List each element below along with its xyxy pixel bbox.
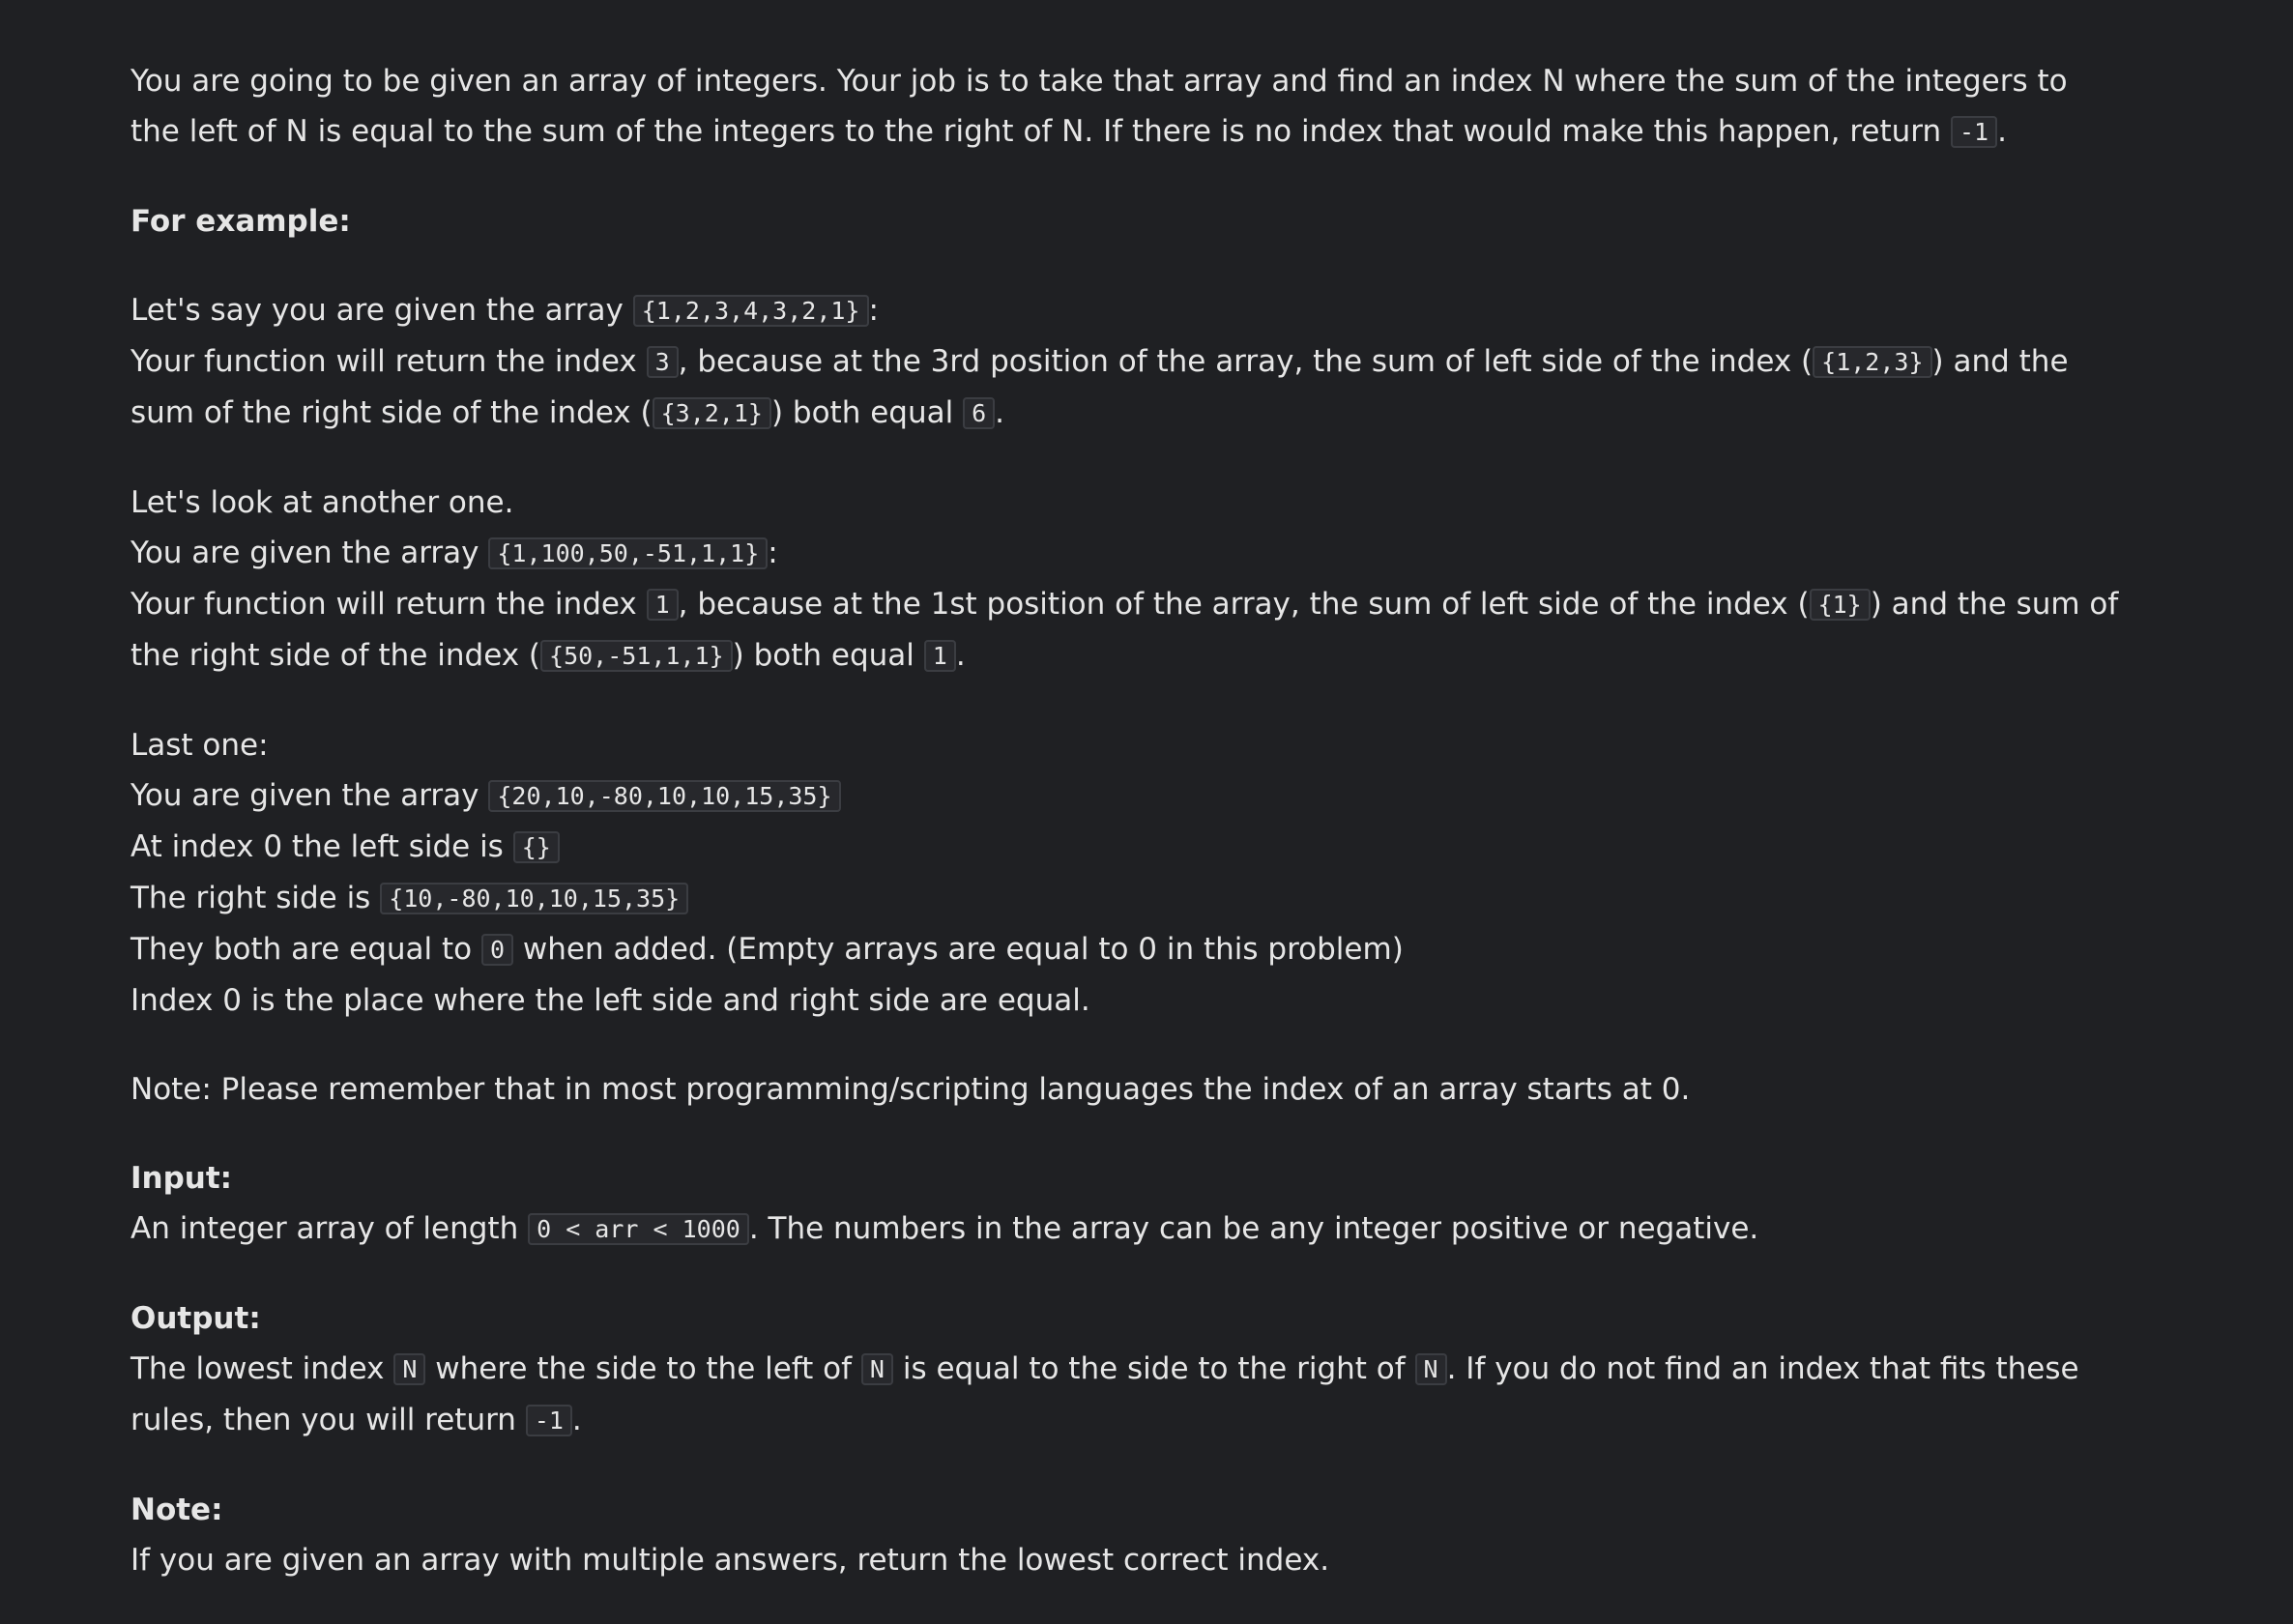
inline-code: {50,-51,1,1} (540, 640, 733, 672)
text: , because at the 1st position of the array, the sum of left side of the index ( (678, 587, 1810, 622)
note-text: Note: Please remember that in most programming/scripting languages the index of an array starts at 0. (131, 1072, 1691, 1107)
inline-code: 3 (647, 346, 679, 378)
text: At index 0 the left side is (131, 829, 513, 864)
example-3-conclusion: Index 0 is the place where the left side and right side are equal. (131, 983, 1090, 1018)
inline-code: 1 (647, 589, 679, 621)
example-2-intro: Let's look at another one. (131, 485, 514, 520)
text: They both are equal to (131, 932, 481, 967)
kata-description (131, 56, 2122, 1624)
example-3-left-line (131, 822, 2122, 873)
inline-code: N (393, 1353, 425, 1385)
text: . (955, 638, 966, 673)
text: You are given the array (131, 536, 489, 570)
text: , because at the 3rd position of the array, the sum of left side of the index ( (678, 344, 1814, 379)
inline-code: {10,-80,10,10,15,35} (380, 883, 688, 914)
input-description (131, 1204, 2122, 1255)
note-paragraph (131, 1064, 2122, 1115)
example-3-array-line (131, 770, 2122, 822)
note-description: If you are given an array with multiple answers, return the lowest correct index. (131, 1543, 1330, 1578)
text: when added. (Empty arrays are equal to 0 in this problem) (513, 932, 1404, 967)
inline-code: N (1415, 1353, 1447, 1385)
text: . If you do not find an index that fits these rules, then you will return (131, 1351, 2079, 1437)
text: : (868, 293, 879, 328)
inline-code: -1 (1951, 116, 1997, 148)
text: Let's say you are given the array (131, 293, 633, 328)
text: The right side is (131, 881, 381, 915)
example-2 (131, 478, 2122, 682)
inline-code: {3,2,1} (653, 397, 771, 429)
example-2-array-line (131, 528, 2122, 579)
inline-code: 0 (481, 934, 513, 966)
text: You are given the array (131, 778, 489, 813)
inline-code: {} (513, 831, 560, 863)
text: ) and the sum of the right side of the index ( (131, 344, 2069, 430)
text: Your function will return the index (131, 587, 647, 622)
inline-code: {20,10,-80,10,10,15,35} (488, 780, 840, 812)
inline-code: {1} (1810, 589, 1871, 621)
intro-paragraph (131, 56, 2122, 158)
example-1-explanation (131, 344, 2069, 430)
inline-code: N (861, 1353, 893, 1385)
example-3 (131, 720, 2122, 1026)
example-heading-paragraph (131, 196, 2122, 246)
text: where the side to the left of (425, 1351, 861, 1386)
text: : (768, 536, 778, 570)
example-3-right-line (131, 873, 2122, 924)
note-heading: Note: (131, 1493, 223, 1527)
inline-code: {1,2,3} (1813, 346, 1931, 378)
example-1 (131, 285, 2122, 439)
punctuation: . (1997, 114, 2007, 149)
intro-text: You are going to be given an array of integers. Your job is to take that array and find an index N where the sum of the integers to the left of N is equal to the sum of the integers to the right of N. If there is no index that would make this happen, return (131, 64, 2068, 149)
inline-code: {1,2,3,4,3,2,1} (633, 295, 869, 327)
example-3-equal-line (131, 924, 2122, 975)
inline-code: 0 < arr < 1000 (528, 1213, 749, 1245)
text: is equal to the side to the right of (892, 1351, 1415, 1386)
text: . (995, 395, 1004, 430)
text: . (571, 1403, 582, 1437)
inline-code: 1 (924, 640, 956, 672)
text: . The numbers in the array can be any integer positive or negative. (748, 1211, 1759, 1246)
inline-code: 6 (963, 397, 995, 429)
example-3-intro: Last one: (131, 728, 269, 763)
text: Your function will return the index (131, 344, 647, 379)
text: The lowest index (131, 1351, 394, 1386)
input-section (131, 1153, 2122, 1255)
example-2-explanation (131, 587, 2118, 673)
inline-code: {1,100,50,-51,1,1} (488, 537, 768, 569)
note-section (131, 1485, 2122, 1585)
text: ) both equal (770, 395, 964, 430)
text: An integer array of length (131, 1211, 529, 1246)
text: ) both equal (732, 638, 924, 673)
output-heading: Output: (131, 1301, 261, 1336)
example-1-array-line (131, 285, 2122, 336)
input-heading: Input: (131, 1161, 233, 1196)
inline-code: -1 (526, 1405, 572, 1436)
example-heading: For example: (131, 204, 351, 239)
output-description (131, 1351, 2079, 1437)
output-section (131, 1293, 2122, 1446)
text: ) and the sum of the right side of the index ( (131, 587, 2119, 673)
